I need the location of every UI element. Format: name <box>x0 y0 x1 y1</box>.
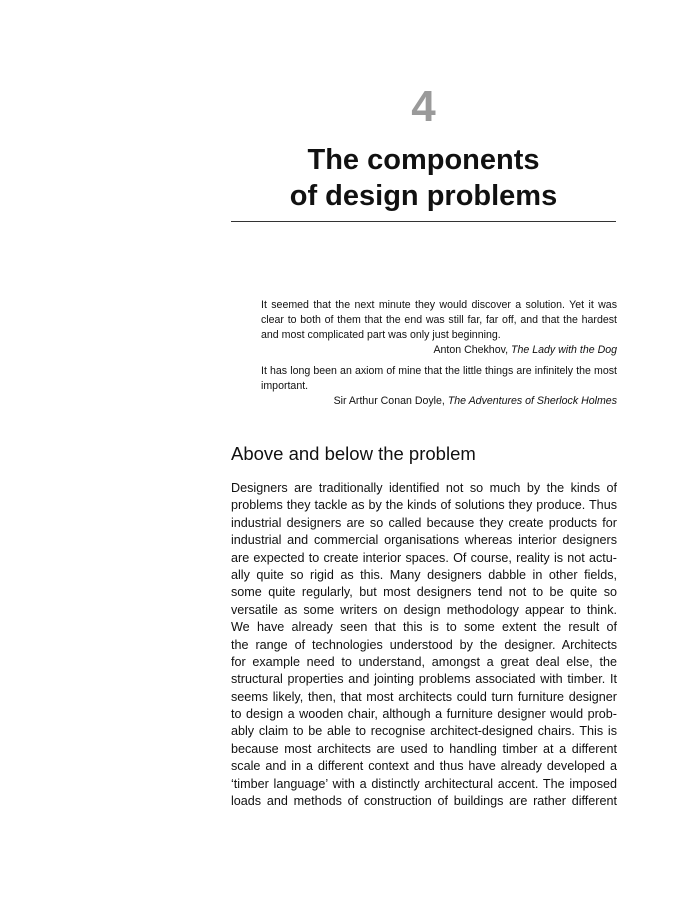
epigraph-text: It seemed that the next minute they would discover a solution. Yet it was clear to both of them that the end was still far, far off, and that the hardest and most complicated part was only just beginning. <box>261 299 617 341</box>
chapter-title-line-2: of design problems <box>289 180 558 212</box>
epigraph-text: It has long been an axiom of mine that the little things are infinitely the most important. <box>261 365 617 392</box>
body-line: some quite regularly, but most designers tend not to be quite so <box>231 585 617 600</box>
body-line: the range of technologies understood by the designer. Architects <box>231 637 617 652</box>
body-line: structural properties and jointing problems associated with timber. It <box>231 672 617 687</box>
body-line: scale and in a different context and thus have already developed a <box>231 759 617 774</box>
body-line: because most architects are used to handling timber at a different <box>231 741 617 756</box>
epigraph-work: The Lady with the Dog <box>511 344 617 356</box>
body-line: are expected to create interior spaces. Of course, reality is not actu- <box>231 550 617 565</box>
body-line: problems they tackle as by the kinds of solutions they produce. Thus <box>231 498 617 513</box>
chapter-title-line-1: The components <box>307 144 540 176</box>
body-line: ably claim to be able to recognise architect-designed chairs. This is <box>231 724 617 739</box>
body-line: to design a wooden chair, although a furniture designer would prob- <box>231 707 617 722</box>
epigraph-chekhov <box>261 298 617 358</box>
epigraph-doyle <box>261 364 617 409</box>
section-heading: Above and below the problem <box>231 443 476 464</box>
epigraph-work: The Adventures of Sherlock Holmes <box>447 395 617 407</box>
body-line: versatile as some writers on design methodology appear to think. <box>231 602 617 617</box>
body-line: industrial and commercial organisations whereas interior designers <box>231 533 617 548</box>
title-divider <box>231 221 616 222</box>
body-paragraph <box>231 480 617 810</box>
body-line: industrial designers are so called because they create products for <box>231 515 617 530</box>
epigraph-attribution <box>261 343 617 358</box>
body-line: ally quite so rigid as this. Many designers dabble in other fields, <box>231 567 617 582</box>
body-line: seems likely, then, that most architects could turn furniture designer <box>231 689 617 704</box>
epigraph-author: Sir Arthur Conan Doyle, <box>333 395 445 407</box>
chapter-title <box>231 142 616 214</box>
epigraph-author: Anton Chekhov, <box>433 344 509 356</box>
body-line: ‘timber language’ with a distinctly architectural accent. The imposed <box>231 776 617 791</box>
epigraph-attribution <box>261 394 617 409</box>
body-line: loads and methods of construction of buildings are rather different <box>231 794 617 809</box>
body-line: We have already seen that this is to some extent the result of <box>231 620 617 635</box>
epigraphs <box>261 298 617 415</box>
chapter-number: 4 <box>411 82 436 131</box>
body-line: for example need to understand, amongst a great deal else, the <box>231 654 617 669</box>
body-line: Designers are traditionally identified not so much by the kinds of <box>231 481 617 495</box>
